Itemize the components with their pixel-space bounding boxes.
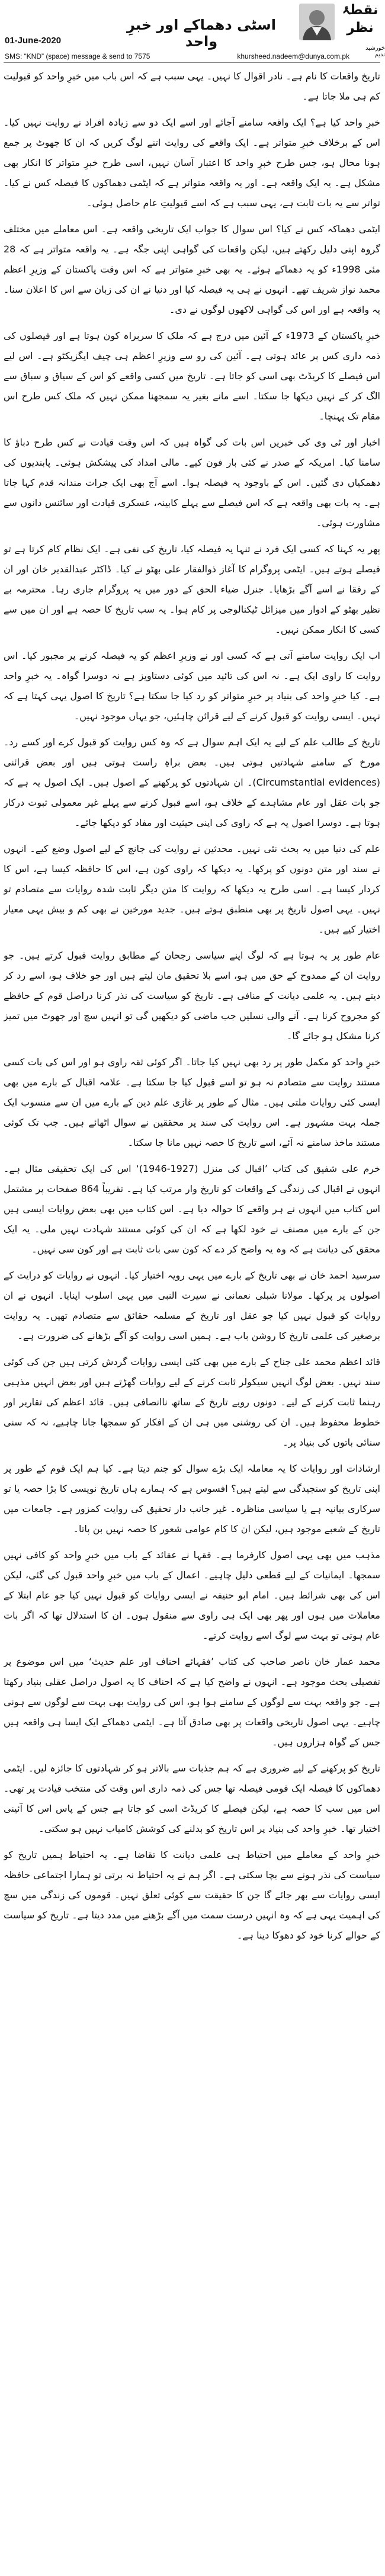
article-paragraph: ایٹمی دھماکہ کس نے کیا؟ اس سوال کا جواب ایک تاریخی واقعہ ہے۔ اس معاملے میں مختلف گروہ اپنی دلیل رکھتے ہیں، لیکن واقعات کی گواہی اپنی جگہ ہے۔ یہ واقعہ متواتر ہے کہ 28 مئی 1998ء کو یہ دھماکے ہوئے۔ یہ بھی خبرِ متواتر ہے کہ اس وقت پاکستان کے وزیرِ اعظم محمد نواز شریف تھے۔ انہوں نے ہی یہ فیصلہ کیا اور دنیا نے ان کی زبان سے اس کا اعلان سنا۔ یہ واقعہ ہے اور اس کی گواہی لاکھوں لوگوں نے دی۔ [4,223,380,315]
article-headline: اسٹی دھماکے اور خبرِ واحد [126,17,277,50]
author-email[interactable]: khursheed.nadeem@dunya.com.pk [237,52,349,60]
article-paragraph: قائد اعظم محمد علی جناح کے بارے میں بھی کئی ایسی روایات گردش کرتی ہیں جن کی کوئی سند نہیں۔ بعض لوگ انہیں سیکولر ثابت کرنے کے لیے روایات گھڑتے ہیں اور بعض انہیں مذہبی رہنما ثابت کرنے کے لیے۔ دونوں رویے تاریخ کے ساتھ ناانصافی ہیں۔ قائد اعظم کی تقاریر اور خطوط محفوظ ہیں۔ ان کی روشنی میں ہی ان کے افکار کو سمجھا جانا چاہیے، نہ کہ سنی سنائی باتوں کی بنیاد پر۔ [4,1356,380,1448]
article-paragraph: خبرِ پاکستان کے 1973ء کے آئین میں درج ہے کہ ملک کا سربراہ کون ہوتا ہے اور فیصلوں کی ذمہ داری کس پر عائد ہوتی ہے۔ آئین کی رو سے وزیرِ اعظم ہی چیف ایگزیکٹو ہے۔ اس لیے اس فیصلے کا کریڈٹ بھی اسی کو جاتا ہے۔ تاریخ میں کسی واقعے کو اس کے سیاق و سباق سے الگ کر کے نہیں دیکھا جا سکتا۔ اسے مانے بغیر یہ سمجھنا ممکن نہیں کہ ملک کس طرح اس مقام تک پہنچا۔ [4,330,380,422]
article-paragraph: پھر یہ کہنا کہ کسی ایک فرد نے تنہا یہ فیصلہ کیا، تاریخ کی نفی ہے۔ ایک نظام کام کرتا ہے تو فیصلے ہوتے ہیں۔ ایٹمی پروگرام کا آغاز ذوالفقار علی بھٹو نے کیا۔ ڈاکٹر عبدالقدیر خان اور ان کے رفقا نے اسے آگے بڑھایا۔ جنرل ضیاء الحق کے دور میں یہ پروگرام جاری رہا۔ محترمہ بے نظیر بھٹو کے ادوار میں میزائل ٹیکنالوجی پر کام ہوا۔ یہ سب تاریخ کا حصہ ہے اور ان میں سے کسی کا انکار ممکن نہیں۔ [4,543,380,635]
article-paragraph: اخبار اور ٹی وی کی خبریں اس بات کی گواہ ہیں کہ اس وقت قیادت نے کس طرح دباؤ کا سامنا کیا۔ امریکہ کے صدر نے کئی بار فون کیے۔ مالی امداد کی پیشکش ہوئی۔ پابندیوں کی دھمکیاں دی گئیں۔ اس کے باوجود یہ فیصلہ ہوا۔ اسے آج بھی ایک جرات مندانہ قدم کہا جاتا ہے۔ یہ بات بھی واقعہ ہے کہ اس فیصلے سے پہلے کابینہ، عسکری قیادت اور سائنس دانوں سے مشاورت ہوئی۔ [4,437,380,528]
column-title: نقطۂ نظر [342,2,378,36]
column-header [0,0,385,60]
sms-info: SMS: “KND” (space) message & send to 7575 [5,52,150,60]
article-paragraph: خبرِ واحد کے معاملے میں احتیاط ہی علمی دیانت کا تقاضا ہے۔ یہ احتیاط ہمیں تاریخ کو سیاست کی نذر ہونے سے بچا سکتی ہے۔ اگر ہم نے یہ احتیاط نہ برتی تو ہمارا اجتماعی حافظہ ایسی روایات سے بھر جائے گا جن کا حقیقت سے کوئی تعلق نہیں۔ قوموں کی زندگی میں سچ کی اہمیت یہی ہے کہ وہ انہیں درست سمت میں آگے بڑھنے میں مدد دیتا ہے۔ تاریخ کو سیاست کے حوالے کرنا خود کو دھوکا دینا ہے۔ [4,1849,380,1941]
article-paragraph: محمد عمار خان ناصر صاحب کی کتاب ’فقہائے احناف اور علم حدیث‘ میں اس موضوع پر تفصیلی بحث موجود ہے۔ انہوں نے واضح کیا ہے کہ احناف کا یہ اصول دراصل عقلی بنیاد رکھتا ہے۔ جو واقعہ بہت سے لوگوں کے سامنے ہوا ہو، اس کی روایت بھی بہت سے لوگوں سے ہونی چاہیے۔ یہی اصول تاریخی واقعات پر بھی صادق آتا ہے۔ ایٹمی دھماکے ایک ایسا ہی واقعہ ہیں جس کے گواہ ہزاروں ہیں۔ [4,1656,380,1748]
article-paragraph: عام طور پر یہ ہوتا ہے کہ لوگ اپنے سیاسی رجحان کے مطابق روایت قبول کرتے ہیں۔ جو روایت ان کے ممدوح کے حق میں ہو، اسے بلا تحقیق مان لیتے ہیں اور جو خلاف ہو، اسے رد کر دیتے ہیں۔ یہ علمی دیانت کے منافی ہے۔ تاریخ کو سیاست کی نذر کرنا دراصل قوم کے حافظے کو مجروح کرنا ہے۔ آنے والی نسلیں جب ماضی کو دیکھیں گی تو انہیں سچ اور جھوٹ میں تمیز کرنا مشکل ہو جائے گا۔ [4,950,380,1042]
author-name: خورشید ندیم [365,45,385,58]
publish-date: 01-June-2020 [5,36,62,46]
article-paragraph: تاریخ کے طالب علم کے لیے یہ ایک اہم سوال ہے کہ وہ کس روایت کو قبول کرے اور کسے رد۔ مورخ کے سامنے شہادتیں ہوتی ہیں۔ بعض براہِ راست ہوتی ہیں اور بعض قرائنی (Circumstantial evidences)۔ ان شہادتوں کو پرکھنے کے اصول ہیں۔ ایک اصول یہ ہے کہ جو بات عقل اور عام مشاہدے کے خلاف ہو، اسے قبول کرنے سے پہلے غیر معمولی ثبوت درکار ہوتا ہے۔ دوسرا اصول یہ ہے کہ راوی کی اپنی حیثیت اور مفاد کو دیکھا جائے۔ [4,736,380,828]
article-paragraph: خبرِ واحد کیا ہے؟ ایک واقعہ سامنے آجائے اور اسے ایک دو سے زیادہ افراد نے روایت نہیں کیا۔ اس کے برخلاف خبرِ متواتر ہے۔ ایک واقعے کی روایت اتنے لوگ کریں کہ ان کا جھوٹ پر جمع ہونا محال ہو، جس طرح خبرِ واحد کا اعتبار آسان نہیں، اسی طرح خبرِ متواتر کا انکار بھی مشکل ہے۔ یہ ایک واقعہ ہے۔ اور یہ واقعہ متواتر ہے کہ ایٹمی دھماکوں کا فیصلہ کس نے کیا۔ تواتر سے یہ بات ثابت ہے، یہی سبب ہے کہ اسے قبولیتِ عام حاصل ہوئی۔ [4,117,380,209]
article-paragraph: تاریخ واقعات کا نام ہے۔ نادر اقوال کا نہیں۔ یہی سبب ہے کہ اس باب میں خبرِ واحد کو قبولیت کم ہی ملا جاتا ہے۔ [4,71,380,102]
article-body [4,66,380,2571]
article-paragraph: اب ایک روایت سامنے آتی ہے کہ کسی اور نے وزیرِ اعظم کو یہ فیصلہ کرنے پر مجبور کیا۔ اس روایت کا راوی ایک ہے۔ نہ اس کی تائید میں کوئی دستاویز ہے نہ دوسرا گواہ۔ یہ خبرِ واحد ہے۔ کیا خبرِ واحد کی بنیاد پر خبرِ متواتر کو رد کیا جا سکتا ہے؟ تاریخ کا اصول یہی کہتا ہے کہ نہیں۔ ایسی روایت کو قبول کرنے کے لیے قرائن چاہئیں، جو یہاں موجود نہیں۔ [4,650,380,722]
article-paragraph: تاریخ کو پرکھنے کے لیے ضروری ہے کہ ہم جذبات سے بالاتر ہو کر شہادتوں کا جائزہ لیں۔ ایٹمی دھماکوں کا فیصلہ ایک قومی فیصلہ تھا جس کی ذمہ داری اس وقت کی منتخب قیادت پر تھی۔ اس میں سب کا حصہ ہے، لیکن فیصلے کا کریڈٹ اسی کو جاتا ہے جس کے پاس اس کا آئینی اختیار تھا۔ خبرِ واحد کی بنیاد پر اس تاریخ کو بدلنے کی کوشش کامیاب نہیں ہو سکتی۔ [4,1763,380,1834]
article-paragraph: خبرِ واحد کو مکمل طور پر رد بھی نہیں کیا جاتا۔ اگر کوئی ثقہ راوی ہو اور اس کی بات کسی مستند روایت سے متصادم نہ ہو تو اسے قبول کیا جا سکتا ہے۔ علامہ اقبال کے بارے میں بھی ایسی کئی روایات ملتی ہیں۔ مثال کے طور پر غازی علم دین کے بارے میں ان سے منسوب ایک جملہ بہت مشہور ہے۔ اس روایت کی سند پر محققین نے سوال اٹھائے ہیں۔ جب تک کوئی مستند ماخذ سامنے نہ آئے، اسے تاریخ کا حصہ نہیں مانا جا سکتا۔ [4,1056,380,1148]
article-paragraph: سرسید احمد خان نے بھی تاریخ کے بارے میں یہی رویہ اختیار کیا۔ انہوں نے روایات کو درایت کے اصولوں پر پرکھا۔ مولانا شبلی نعمانی نے سیرت النبی میں یہی اسلوب اپنایا۔ انہوں نے ان روایات کو قبول نہیں کیا جو عقل اور تاریخ کے مسلمہ حقائق سے متصادم تھیں۔ یہ روایت برصغیر کی علمی تاریخ کا روشن باب ہے۔ ہمیں اسی روایت کو آگے بڑھانے کی ضرورت ہے۔ [4,1270,380,1341]
article-paragraph: ارشادات اور روایات کا یہ معاملہ ایک بڑے سوال کو جنم دیتا ہے۔ کیا ہم ایک قوم کے طور پر اپنی تاریخ کو سنجیدگی سے لیتے ہیں؟ افسوس ہے کہ ہمارے ہاں تاریخ نویسی کا بڑا حصہ یا تو سرکاری بیانیہ ہے یا سیاسی مناظرہ۔ غیر جانب دار تحقیق کی روایت کمزور ہے۔ جامعات میں تاریخ کے شعبے موجود ہیں، لیکن ان کا کام عوامی شعور کا حصہ نہیں بن پاتا۔ [4,1463,380,1534]
header-divider [4,62,380,63]
author-photo [299,4,335,40]
article-paragraph: مذہب میں بھی یہی اصول کارفرما ہے۔ فقہا نے عقائد کے باب میں خبرِ واحد کو کافی نہیں سمجھا۔ ایمانیات کے لیے قطعی دلیل چاہیے۔ اعمال کے باب میں خبرِ واحد قبول کی گئی، لیکن اس کی بھی شرائط ہیں۔ امام ابو حنیفہ نے ایسی روایات کو قبول نہیں کیا جو عام ابتلا کے معاملات میں ہوں اور پھر بھی ایک ہی راوی سے منقول ہوں۔ ان کا استدلال تھا کہ اگر بات عام ہوتی تو بہت سے لوگ اسے روایت کرتے۔ [4,1549,380,1641]
article-paragraph: خرم علی شفیق کی کتاب ’اقبال کی منزل (1927-1946)‘ اس کی ایک تحقیقی مثال ہے۔ انہوں نے اقبال کی زندگی کے واقعات کو تاریخ وار مرتب کیا ہے۔ تقریباً 864 صفحات پر مشتمل اس کتاب میں انہوں نے ہر واقعے کا حوالہ دیا ہے۔ اس کتاب میں بھی بعض روایات ایسی ہیں جن کے بارے میں مصنف نے خود لکھا ہے کہ ان کی کوئی مستند شہادت نہیں ملی۔ یہ ایک محقق کی دیانت ہے کہ وہ یہ واضح کر دے کہ کون سی بات ثابت ہے اور کون سی نہیں۔ [4,1163,380,1255]
article-paragraph: علم کی دنیا میں یہ بحث نئی نہیں۔ محدثین نے روایت کی جانچ کے لیے اصول وضع کیے۔ انہوں نے سند اور متن دونوں کو پرکھا۔ یہ دیکھا کہ راوی کون ہے، اس کا حافظہ کیسا ہے، اس کا کردار کیسا ہے۔ اسی طرح یہ دیکھا کہ روایت کا متن دیگر ثابت شدہ روایات سے متصادم تو نہیں۔ یہی اصول تاریخ پر بھی منطبق ہوتے ہیں۔ جدید مورخین نے بھی کم و بیش یہی معیار اختیار کیے ہیں۔ [4,843,380,935]
